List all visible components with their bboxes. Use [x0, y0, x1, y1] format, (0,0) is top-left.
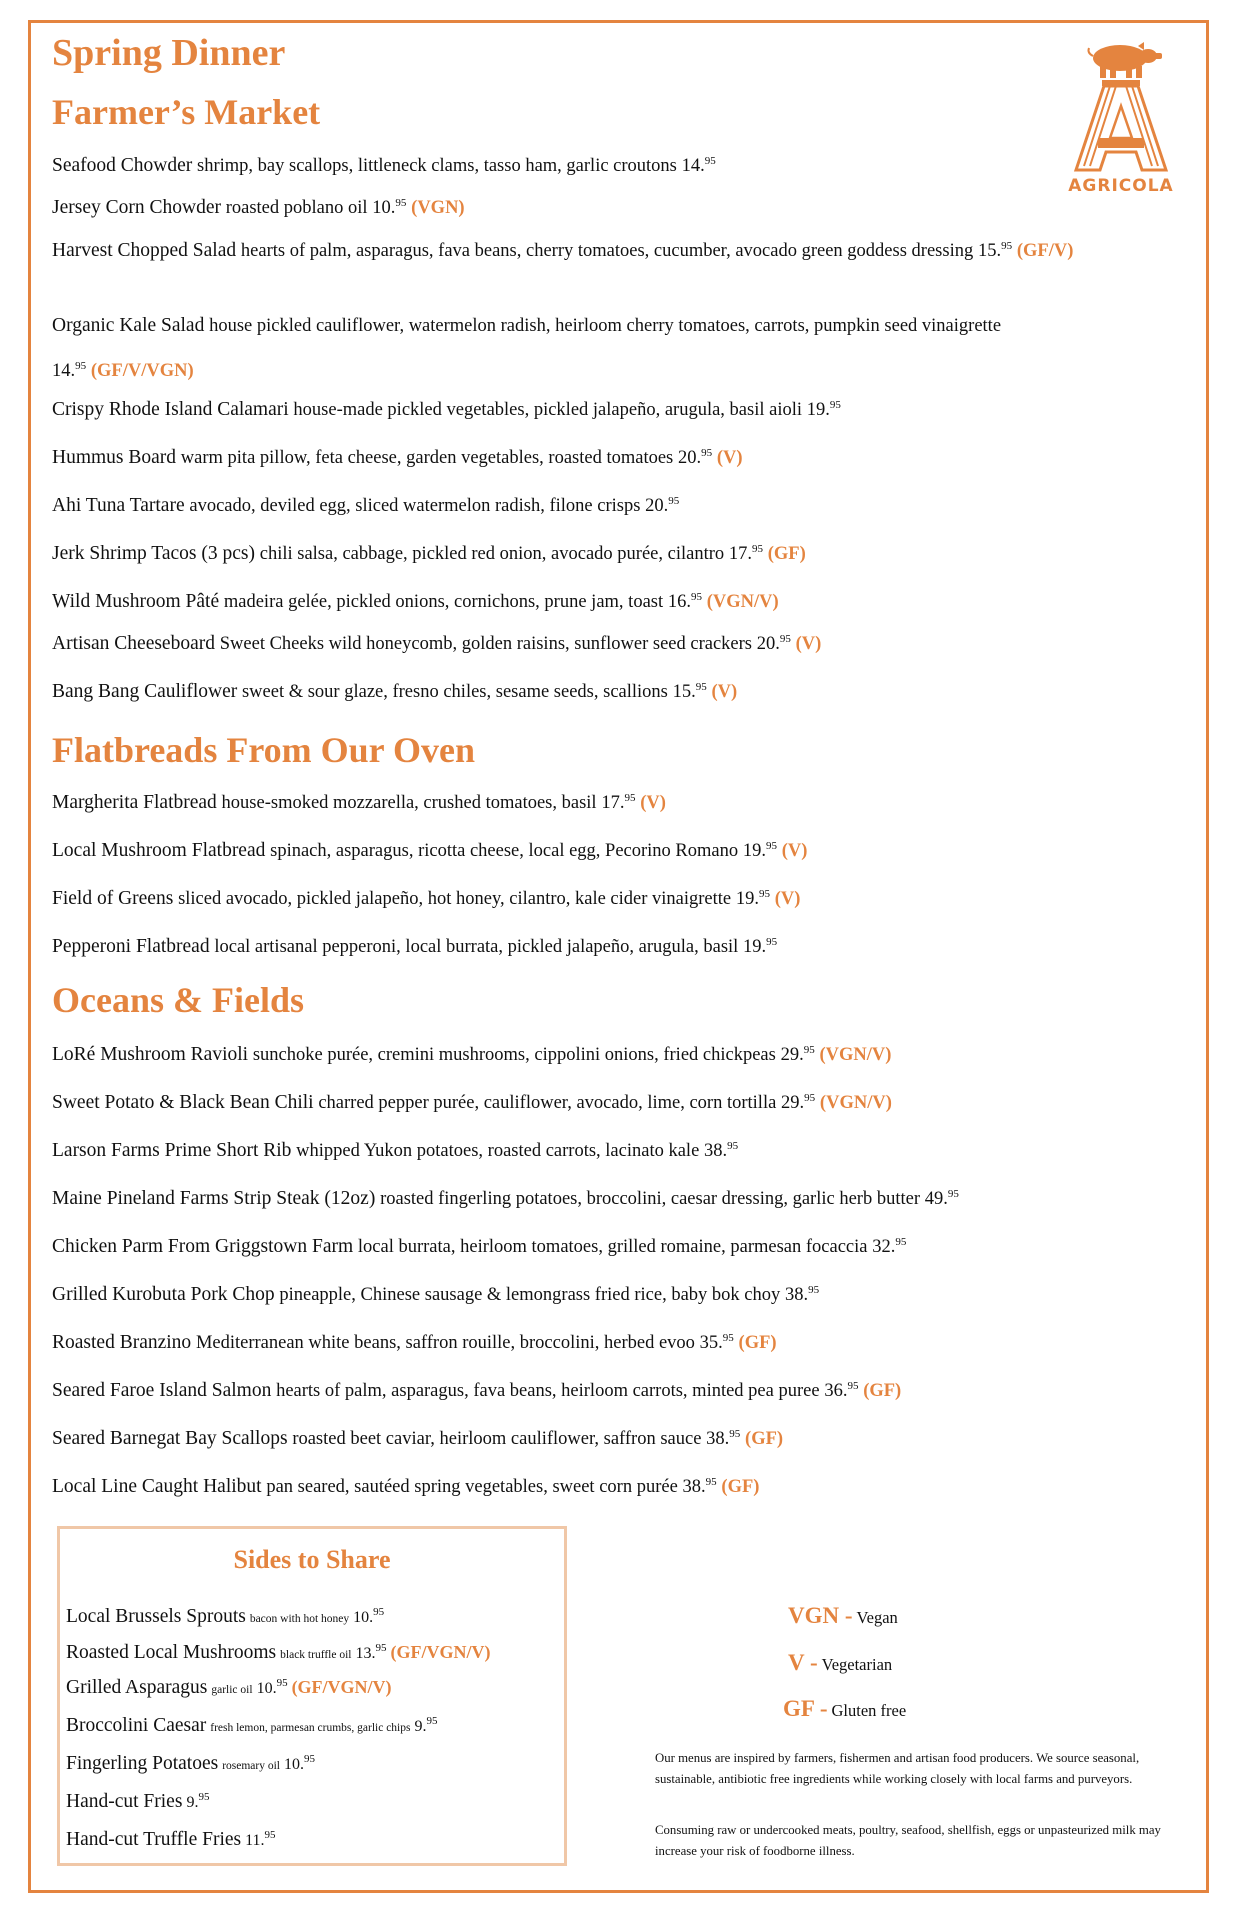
dietary-tag: (GF) [745, 1429, 784, 1449]
sides-title: Sides to Share [233, 1545, 391, 1574]
section-heading-flatbreads: Flatbreads From Our Oven [52, 730, 475, 770]
item-description: rosemary oil [222, 1760, 281, 1772]
legend-item-vegan [788, 1603, 898, 1629]
item-description: pan seared, sautéed spring vegetables, sweet corn purée [266, 1477, 678, 1497]
menu-item [52, 226, 1102, 271]
item-name: LoRé Mushroom Ravioli [52, 1044, 249, 1065]
item-description: Sweet Cheeks wild honeycomb, golden raisins, sunflower seed crackers [219, 634, 752, 654]
menu-item [52, 386, 1102, 429]
item-price: 35. [699, 1333, 723, 1353]
dietary-tag: (GF/V) [1016, 241, 1074, 261]
menu-item [52, 779, 1202, 822]
item-description: hearts of palm, asparagus, fava beans, heirloom carrots, minted pea puree [276, 1381, 820, 1401]
item-cents: 95 [704, 155, 716, 167]
menu-item [52, 1031, 1202, 1074]
item-description: garlic oil [211, 1684, 253, 1696]
item-description: spinach, asparagus, ricotta cheese, local egg, Pecorino Romano [270, 841, 739, 861]
item-price: 49. [924, 1189, 948, 1209]
item-price: 36. [824, 1381, 848, 1401]
item-cents: 95 [373, 1606, 385, 1618]
dietary-tag: (V) [711, 682, 738, 702]
menu-item [52, 620, 1102, 663]
dietary-tag: (VGN/V) [819, 1045, 892, 1065]
item-name: Grilled Asparagus [66, 1677, 208, 1698]
dietary-tag: (VGN/V) [819, 1093, 892, 1113]
item-name: Larson Farms Prime Short Rib [52, 1140, 292, 1161]
item-cents: 95 [304, 1753, 316, 1765]
section-heading-oceans-fields: Oceans & Fields [52, 980, 304, 1020]
item-cents: 95 [766, 936, 778, 948]
item-price: 20. [645, 496, 669, 516]
item-description: Mediterranean white beans, saffron rouille, broccolini, herbed evoo [195, 1333, 695, 1353]
item-name: Grilled Kurobuta Pork Chop [52, 1284, 275, 1305]
item-description: sliced avocado, pickled jalapeño, hot honey, cilantro, kale cider vinaigrette [178, 889, 732, 909]
menu-item [52, 1415, 1202, 1458]
side-item [66, 1829, 276, 1851]
item-price: 16. [667, 592, 691, 612]
menu-item [52, 923, 1202, 966]
item-description: avocado, deviled egg, sliced watermelon radish, filone crisps [189, 496, 641, 516]
side-item [66, 1791, 209, 1813]
item-cents: 95 [847, 1380, 859, 1392]
item-cents: 95 [691, 591, 702, 603]
item-cents: 95 [804, 1092, 816, 1104]
item-name: Fingerling Potatoes [66, 1753, 219, 1774]
item-cents: 95 [426, 1715, 438, 1727]
menu-item [52, 668, 1102, 711]
item-price: 19. [806, 400, 830, 420]
menu-item [52, 578, 1102, 621]
item-name: Sweet Potato & Black Bean Chili [52, 1092, 314, 1113]
item-cents: 95 [276, 1677, 288, 1689]
item-name: Crispy Rhode Island Calamari [52, 399, 289, 420]
item-description: whipped Yukon potatoes, roasted carrots, lacinato kale [296, 1141, 700, 1161]
item-cents: 95 [829, 399, 841, 411]
menu-item [52, 1079, 1202, 1122]
item-name: Chicken Parm From Griggstown Farm [52, 1236, 354, 1257]
item-description: roasted beet caviar, heirloom cauliflower, saffron sauce [292, 1429, 702, 1449]
side-item [66, 1606, 384, 1628]
side-item [66, 1677, 392, 1699]
item-name: Roasted Local Mushrooms [66, 1642, 277, 1663]
menu-item [52, 434, 1102, 477]
item-price: 38. [785, 1285, 809, 1305]
item-name: Wild Mushroom Pâté [52, 591, 220, 612]
item-description: fresh lemon, parmesan crumbs, garlic chips [210, 1722, 411, 1734]
item-price: 15. [672, 682, 696, 702]
item-price: 38. [682, 1477, 706, 1497]
side-item [66, 1642, 490, 1664]
item-description: madeira gelée, pickled onions, cornichons, prune jam, toast [223, 592, 664, 612]
item-description: sunchoke purée, cremini mushrooms, cippolini onions, fried chickpeas [252, 1045, 776, 1065]
dietary-tag: (V) [640, 793, 666, 813]
item-cents: 95 [198, 1791, 210, 1803]
item-description: pineapple, Chinese sausage & lemongrass fried rice, baby bok choy [279, 1285, 781, 1305]
item-name: Jerk Shrimp Tacos (3 pcs) [52, 543, 255, 564]
item-description: black truffle oil [280, 1649, 352, 1661]
item-price: 14. [681, 156, 705, 176]
item-cents: 95 [668, 495, 680, 507]
item-name: Ahi Tuna Tartare [52, 495, 185, 516]
item-description: house-made pickled vegetables, pickled jalapeño, arugula, basil aioli [293, 400, 802, 420]
item-name: Roasted Branzino [52, 1332, 192, 1353]
item-price: 17. [728, 544, 752, 564]
item-price: 38. [704, 1141, 728, 1161]
item-price: 11. [245, 1832, 265, 1849]
menu-item [52, 142, 1102, 185]
item-cents: 95 [766, 840, 777, 852]
item-name: Broccolini Caesar [66, 1715, 207, 1736]
item-cents: 95 [727, 1140, 739, 1152]
item-price: 14. [52, 361, 76, 381]
item-price: 9. [186, 1794, 199, 1811]
menu-item [52, 875, 1202, 918]
item-cents: 95 [705, 1476, 717, 1488]
dietary-tag: (GF) [863, 1381, 902, 1401]
item-cents: 95 [759, 888, 771, 900]
side-item [66, 1753, 315, 1775]
item-name: Hummus Board [52, 447, 177, 468]
item-price: 13. [355, 1645, 376, 1662]
item-price: 29. [781, 1093, 805, 1113]
item-name: Seared Faroe Island Salmon [52, 1380, 272, 1401]
dietary-tag: (V) [774, 889, 801, 909]
item-description: local burrata, heirloom tomatoes, grilled romaine, parmesan focaccia [357, 1237, 868, 1257]
item-name: Seared Barnegat Bay Scallops [52, 1428, 288, 1449]
menu-item [52, 1175, 1202, 1218]
item-name: Local Brussels Sprouts [66, 1606, 246, 1627]
item-description: house pickled cauliflower, watermelon radish, heirloom cherry tomatoes, carrots, pumpkin seed vinaigrette [209, 316, 1002, 336]
item-cents: 95 [729, 1428, 741, 1440]
item-description: house-smoked mozzarella, crushed tomatoes, basil [221, 793, 597, 813]
item-name: Field of Greens [52, 888, 174, 909]
item-cents: 95 [624, 792, 636, 804]
dietary-tag: (GF) [721, 1477, 760, 1497]
item-description: sweet & sour glaze, fresno chiles, sesame seeds, scallions [241, 682, 668, 702]
item-name: Jersey Corn Chowder [52, 197, 221, 218]
menu-item [52, 827, 1202, 870]
item-price: 10. [353, 1609, 374, 1626]
legend-abbr: VGN - [788, 1603, 853, 1628]
menu-item [52, 1367, 1202, 1410]
item-price: 20. [756, 634, 780, 654]
item-cents: 95 [264, 1829, 276, 1841]
item-name: Pepperoni Flatbread [52, 936, 210, 957]
item-name: Local Line Caught Halibut [52, 1476, 262, 1497]
menu-item [52, 1223, 1202, 1266]
item-cents: 95 [701, 447, 713, 459]
dietary-tag: (VGN) [411, 198, 465, 218]
dietary-tag: (V) [795, 634, 822, 654]
food-safety-note: Consuming raw or undercooked meats, poultry, seafood, shellfish, eggs or unpasteurized milk may increase your risk of foodborne illness. [655, 1823, 1161, 1858]
item-cents: 95 [779, 633, 791, 645]
dietary-tag: (V) [781, 841, 808, 861]
dietary-tag: (GF/VGN/V) [390, 1642, 491, 1662]
item-name: Hand-cut Fries [66, 1791, 183, 1812]
item-name: Maine Pineland Farms Strip Steak (12oz) [52, 1188, 376, 1209]
item-description: warm pita pillow, feta cheese, garden vegetables, roasted tomatoes [180, 448, 674, 468]
menu-item [52, 1127, 1202, 1170]
item-cents: 95 [752, 543, 763, 555]
legend-item-vegetarian [788, 1650, 892, 1676]
page-title: Spring Dinner [52, 32, 286, 74]
item-name: Artisan Cheeseboard [52, 633, 215, 654]
side-item [66, 1715, 437, 1737]
dietary-tag: (V) [716, 448, 743, 468]
dietary-tag: (GF) [767, 544, 806, 564]
item-price: 10. [284, 1756, 305, 1773]
menu-item [52, 306, 1032, 391]
item-cents: 95 [803, 1044, 815, 1056]
item-name: Margherita Flatbread [52, 792, 217, 813]
item-price: 19. [742, 841, 766, 861]
item-cents: 95 [947, 1188, 959, 1200]
item-cents: 95 [895, 1236, 907, 1248]
item-cents: 95 [395, 197, 407, 209]
sides-box [57, 1526, 567, 1866]
dietary-tag: (GF/VGN/V) [291, 1677, 392, 1697]
legend-abbr: GF - [783, 1696, 828, 1721]
menu-item [52, 482, 1102, 525]
legend-label: Vegetarian [821, 1655, 893, 1674]
item-price: 19. [735, 889, 760, 909]
item-name: Organic Kale Salad [52, 315, 205, 336]
menu-item [52, 1463, 1202, 1506]
item-description: roasted poblano oil [225, 198, 368, 218]
item-cents: 95 [1001, 240, 1013, 252]
menu-item [52, 530, 1102, 573]
item-description: charred pepper purée, cauliflower, avocado, lime, corn tortilla [318, 1093, 777, 1113]
item-price: 17. [601, 793, 625, 813]
legend-label: Vegan [856, 1608, 898, 1627]
dietary-tag: (VGN/V) [706, 592, 779, 612]
item-price: 32. [872, 1237, 896, 1257]
sourcing-note: Our menus are inspired by farmers, fishermen and artisan food producers. We source seasonal, sustainable, antibiotic free ingredients while working closely with local farms and purveyors. [655, 1751, 1140, 1786]
legend-abbr: V - [788, 1650, 818, 1675]
item-description: roasted fingerling potatoes, broccolini, caesar dressing, garlic herb butter [380, 1189, 920, 1209]
dietary-tag: (GF/V/VGN) [90, 361, 194, 381]
item-description: shrimp, bay scallops, littleneck clams, tasso ham, garlic croutons [197, 156, 677, 176]
item-cents: 95 [722, 1332, 734, 1344]
item-name: Local Mushroom Flatbread [52, 840, 266, 861]
item-price: 20. [678, 448, 702, 468]
item-description: bacon with hot honey [249, 1613, 350, 1625]
section-heading-farmers-market: Farmer’s Market [52, 92, 321, 132]
item-name: Seafood Chowder [52, 155, 193, 176]
item-name: Bang Bang Cauliflower [52, 681, 238, 702]
item-name: Hand-cut Truffle Fries [66, 1829, 242, 1850]
logo-text: AGRICOLA [1068, 176, 1174, 196]
item-price: 15. [977, 241, 1002, 261]
item-price: 10. [372, 198, 396, 218]
item-cents: 95 [808, 1284, 820, 1296]
item-name: Harvest Chopped Salad [52, 240, 237, 261]
item-description: chili salsa, cabbage, pickled red onion, avocado purée, cilantro [259, 544, 725, 564]
item-cents: 95 [695, 681, 707, 693]
menu-item [52, 1319, 1202, 1362]
item-description: hearts of palm, asparagus, fava beans, cherry tomatoes, cucumber, avocado green goddess dressing [240, 241, 974, 261]
item-price: 29. [780, 1045, 804, 1065]
item-price: 9. [414, 1718, 427, 1735]
item-price: 38. [706, 1429, 730, 1449]
legend-label: Gluten free [831, 1701, 907, 1720]
item-cents: 95 [75, 360, 87, 372]
menu-item [52, 184, 1102, 227]
dietary-tag: (GF) [738, 1333, 777, 1353]
item-description: local artisanal pepperoni, local burrata, pickled jalapeño, arugula, basil [214, 937, 739, 957]
item-price: 19. [743, 937, 767, 957]
item-cents: 95 [375, 1642, 387, 1654]
item-price: 10. [256, 1680, 277, 1697]
menu-item [52, 1271, 1202, 1314]
legend-item-gluten-free [783, 1696, 906, 1722]
